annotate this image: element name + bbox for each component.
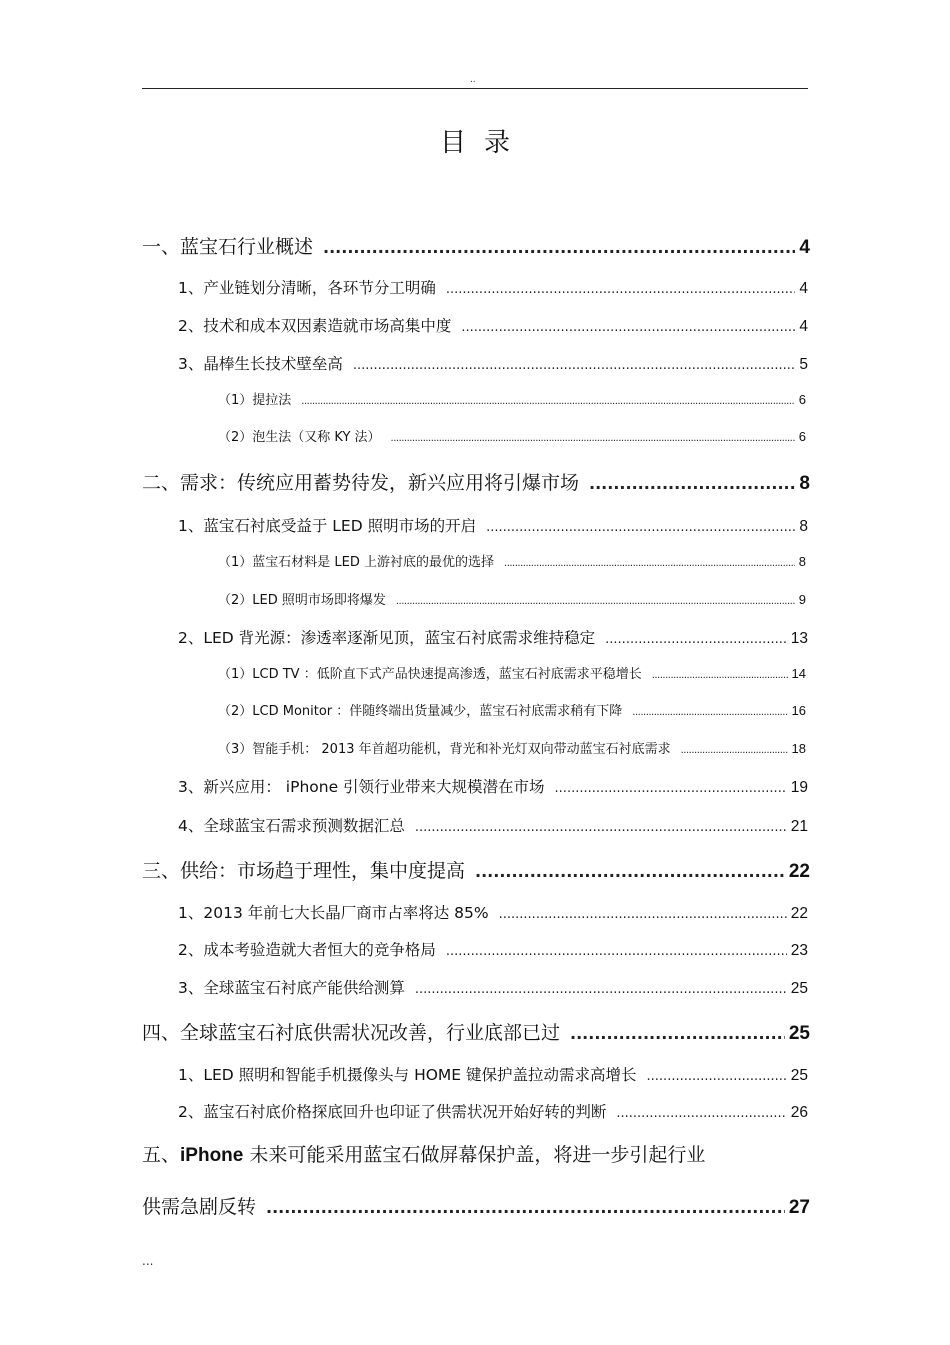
toc-leader-dots [446, 282, 796, 297]
toc-entry[interactable] [178, 276, 808, 298]
toc-page-number: 4 [799, 237, 810, 258]
toc-leader-dots [652, 670, 788, 681]
toc-page-number: 8 [799, 473, 810, 494]
toc-page-number: 26 [790, 1104, 808, 1121]
toc-leader-dots [391, 433, 795, 444]
toc-entry[interactable] [142, 468, 810, 495]
toc-leader-dots [570, 1024, 785, 1043]
toc-leader-dots [323, 238, 795, 257]
toc-entry[interactable] [142, 1192, 810, 1219]
toc-entry[interactable] [178, 1100, 808, 1122]
toc-entry-title: 四、全球蓝宝石衬底供需状况改善，行业底部已过 [142, 1022, 561, 1044]
toc-entry[interactable] [218, 389, 806, 408]
toc-leader-dots [589, 474, 795, 493]
toc-entry[interactable] [178, 514, 808, 536]
toc-page-number: 18 [791, 741, 806, 756]
toc-page-number: 5 [799, 356, 808, 373]
toc-leader-dots [616, 1106, 786, 1121]
toc-leader-dots [415, 820, 787, 835]
toc-page-number: 21 [790, 818, 808, 835]
toc-entry-title: 2、LED 背光源：渗透率逐渐见顶，蓝宝石衬底需求维持稳定 [178, 629, 596, 647]
toc-entry-title: 一、蓝宝石行业概述 [142, 236, 314, 258]
toc-entry-title: 4、全球蓝宝石需求预测数据汇总 [178, 817, 405, 835]
toc-entry-title: 1、产业链划分清晰，各环节分工明确 [178, 279, 436, 297]
toc-entry-title: （3）智能手机： 2013 年首超功能机，背光和补光灯双向带动蓝宝石衬底需求 [218, 742, 671, 757]
toc-entry[interactable] [218, 551, 806, 570]
toc-leader-dots [266, 1198, 785, 1217]
toc-entry-title: （1）提拉法 [218, 393, 292, 408]
toc-page-number: 6 [798, 392, 806, 407]
toc-page-number: 25 [790, 1067, 808, 1084]
section5-brand: iPhone [180, 1145, 244, 1166]
toc-entry-title: 2、蓝宝石衬底价格探底回升也印证了供需状况开始好转的判断 [178, 1103, 607, 1121]
header-mark: .. [470, 74, 476, 85]
toc-entry[interactable] [178, 976, 808, 998]
toc-page-number: 8 [798, 554, 806, 569]
toc-leader-dots [605, 632, 787, 647]
toc-entry[interactable] [178, 775, 808, 797]
page-title: 目录 [439, 128, 528, 158]
toc-entry[interactable] [218, 738, 806, 757]
toc-page-number: 22 [788, 861, 810, 882]
toc-entry-title: 3、全球蓝宝石衬底产能供给测算 [178, 979, 405, 997]
toc-entry-title: 2、成本考验造就大者恒大的竞争格局 [178, 941, 436, 959]
toc-entry-title: 3、新兴应用： iPhone 引领行业带来大规模潜在市场 [178, 778, 545, 796]
toc-leader-dots [396, 596, 795, 607]
toc-leader-dots [499, 907, 787, 922]
toc-page-number: 4 [799, 318, 808, 335]
toc-entry-title: 供需急剧反转 [142, 1196, 257, 1218]
toc-entry[interactable] [178, 1063, 808, 1085]
toc-leader-dots [486, 520, 795, 535]
toc-page-number: 13 [790, 630, 808, 647]
toc-entry[interactable] [178, 352, 808, 374]
toc-entry[interactable] [178, 314, 808, 336]
toc-entry-title: （2）泡生法（又称 KY 法） [218, 430, 381, 445]
toc-entry-title: （1）LCD TV ：低阶直下式产品快速提高渗透，蓝宝石衬底需求平稳增长 [218, 667, 642, 682]
footer-mark: ... [142, 1254, 154, 1268]
toc-leader-dots [301, 396, 794, 407]
toc-entry-title: 3、晶棒生长技术壁垒高 [178, 355, 343, 373]
toc-leader-dots [461, 320, 795, 335]
toc-leader-dots [475, 862, 785, 881]
toc-entry[interactable] [178, 938, 808, 960]
section5-prefix: 五、 [142, 1144, 181, 1166]
toc-entry[interactable] [178, 626, 808, 648]
toc-entry[interactable] [142, 1018, 810, 1045]
toc-entry-title: 1、蓝宝石衬底受益于 LED 照明市场的开启 [178, 517, 477, 535]
toc-entry[interactable] [142, 856, 810, 883]
toc-entry[interactable] [218, 426, 806, 445]
toc-page-number: 6 [798, 429, 806, 444]
toc-entry[interactable] [178, 814, 808, 836]
toc-page-number: 16 [791, 703, 806, 718]
toc-page-number: 19 [790, 779, 808, 796]
toc-page-number: 25 [790, 980, 808, 997]
section5-text: 未来可能采用蓝宝石做屏幕保护盖，将进一步引起行业 [243, 1144, 706, 1166]
toc-page-number: 9 [798, 592, 806, 607]
toc-leader-dots [504, 558, 795, 569]
toc-page-number: 4 [799, 280, 808, 297]
toc-entry[interactable] [142, 232, 810, 259]
toc-entry[interactable] [218, 700, 806, 719]
toc-entry-title: （1）蓝宝石材料是 LED 上游衬底的最优的选择 [218, 555, 495, 570]
toc-page-number: 23 [790, 942, 808, 959]
toc-page-number: 14 [791, 666, 806, 681]
toc-leader-dots [632, 707, 787, 718]
toc-page-number: 25 [788, 1023, 810, 1044]
toc-leader-dots [681, 745, 788, 756]
toc-page-number: 27 [788, 1197, 810, 1218]
toc-page-number: 8 [799, 518, 808, 535]
toc-entry[interactable] [218, 589, 806, 608]
toc-page-number: 22 [790, 905, 808, 922]
toc-leader-dots [555, 781, 787, 796]
toc-entry[interactable] [178, 901, 808, 923]
toc-entry-title: （2）LCD Monitor ：伴随终端出货量减少，蓝宝石衬底需求稍有下降 [218, 704, 623, 719]
toc-section5-line1[interactable] [142, 1140, 705, 1167]
toc-entry-title: 1、LED 照明和智能手机摄像头与 HOME 键保护盖拉动需求高增长 [178, 1066, 637, 1084]
toc-leader-dots [415, 982, 787, 997]
toc-entry-title: 1、2013 年前七大长晶厂商市占率将达 85% [178, 904, 489, 922]
toc-entry-title: 2、技术和成本双因素造就市场高集中度 [178, 317, 452, 335]
toc-leader-dots [446, 944, 787, 959]
toc-entry-title: 二、需求：传统应用蓄势待发，新兴应用将引爆市场 [142, 472, 580, 494]
toc-entry[interactable] [218, 663, 806, 682]
toc-entry-title: （2）LED 照明市场即将爆发 [218, 593, 386, 608]
toc-leader-dots [647, 1069, 787, 1084]
toc-leader-dots [353, 358, 796, 373]
toc-entry-title: 三、供给：市场趋于理性，集中度提高 [142, 860, 466, 882]
